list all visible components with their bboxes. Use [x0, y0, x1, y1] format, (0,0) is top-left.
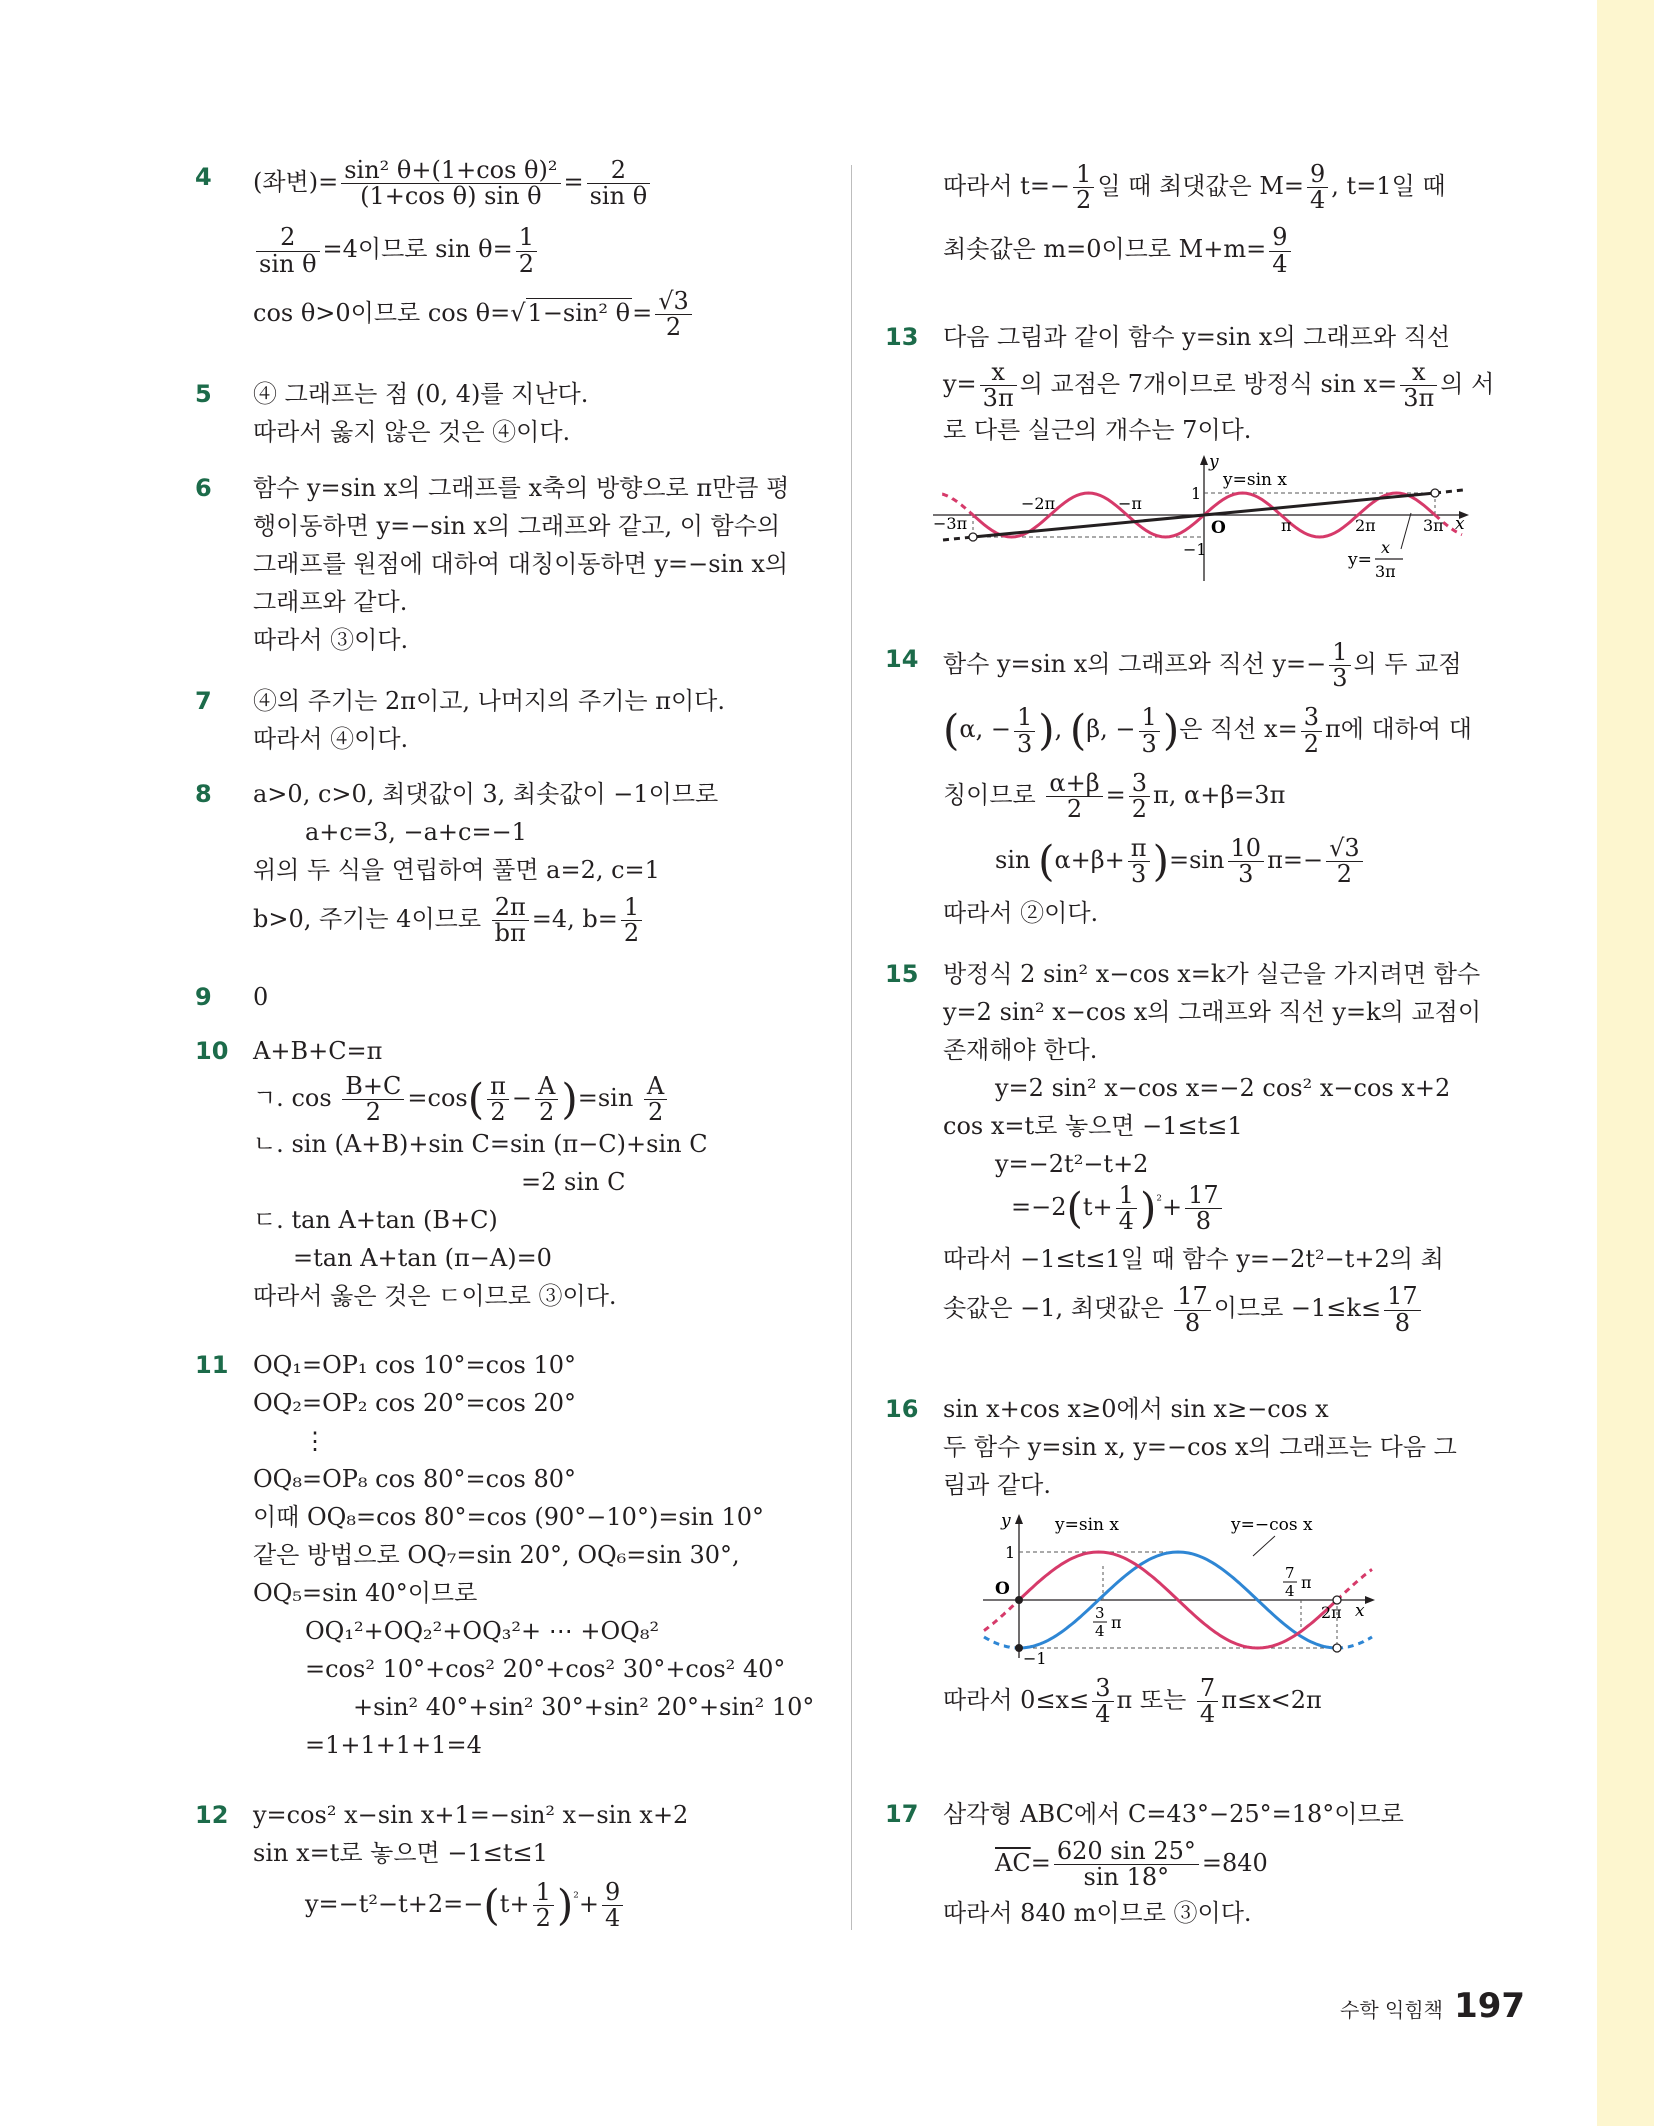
problem-10	[195, 1032, 825, 1315]
equation-line: 이때 OQ₈=cos 80°=cos (90°−10°)=sin 10°	[253, 1503, 765, 1531]
text-line: 따라서 −1≤t≤1일 때 함수 y=−2t²−t+2의 최	[943, 1245, 1444, 1274]
y-axis-label: y	[1001, 1511, 1011, 1531]
problem-4	[195, 158, 825, 340]
problem-5	[195, 375, 825, 451]
column-divider	[851, 165, 852, 1930]
tick-label: −π	[1118, 494, 1142, 514]
tick-label: 2π	[1321, 1603, 1342, 1622]
equation-line: A+B+C=π	[253, 1037, 383, 1065]
equation-line: 함수 y=sin x의 그래프와 직선 y=− $\frac{1}{3}$ 의 두 교점	[943, 638, 1462, 693]
ellipsis: ⋮	[303, 1427, 327, 1455]
problem-7	[195, 682, 825, 758]
equation-line: OQ₈=OP₈ cos 80°=cos 80°	[253, 1465, 577, 1493]
equation-line: =2 sin C	[521, 1168, 626, 1197]
sin-negcos-graph	[983, 1508, 1423, 1668]
answer-text: 0	[253, 983, 269, 1011]
equation-line: =tan A+tan (π−A)=0	[293, 1244, 552, 1273]
equation-line: y=cos² x−sin x+1=−sin² x−sin x+2	[253, 1801, 689, 1829]
text-line: 따라서 840 m이므로 ③이다.	[943, 1899, 1252, 1928]
problem-number: 12	[195, 1801, 229, 1829]
equation-line: =1+1+1+1=4	[305, 1731, 482, 1759]
y-axis-arrow	[1015, 1514, 1023, 1524]
equation-line: y=2 sin² x−cos x=−2 cos² x−cos x+2	[995, 1074, 1451, 1102]
x-axis-label: x	[1455, 514, 1465, 535]
open-endpoint	[1333, 1644, 1341, 1652]
sine-curve-extension	[942, 494, 973, 515]
curve-label: y=sin x	[1223, 470, 1287, 491]
line-label: y=	[1348, 550, 1372, 571]
problem-15	[885, 955, 1505, 1336]
equation-line: (α, − $\frac{1}{3}$ ), (β, − $\frac{1}{3}$ )은 직선 x= $\frac{3}{2}$ π에 대하여 대	[943, 703, 1472, 758]
equation-line: cos θ>0이므로 cos θ=√1−sin² θ= $\frac{√3}{2}$	[253, 289, 825, 340]
text-line: 존재해야 한다.	[943, 1036, 1098, 1064]
x-axis-label: x	[1355, 1601, 1365, 1621]
text-line: 방정식 2 sin² x−cos x=k가 실근을 가지려면 함수	[943, 960, 1481, 988]
equation-line: 따라서 t=− $\frac{1}{2}$ 일 때 최댓값은 M= $\frac{9}{4}$ , t=1일 때	[943, 160, 1446, 215]
svg-text:π: π	[1111, 1613, 1122, 1632]
tick-label: −1	[1023, 1649, 1047, 1668]
problem-number: 8	[195, 780, 212, 808]
tick-label: 3π	[1423, 516, 1444, 536]
x-axis-arrow	[1365, 1596, 1375, 1604]
equation-line: sin (α+β+ $\frac{\pi}{3}$ )=sin $\frac{10}{3}$ π=− $\frac{√3}{2}$	[943, 836, 1505, 887]
problem-number: 15	[885, 960, 919, 988]
problem-12	[195, 1796, 825, 1931]
problem-13	[885, 318, 1505, 596]
tick-label: −2π	[1021, 494, 1056, 514]
sine-line-graph	[933, 453, 1473, 588]
equation-line: a+c=3, −a+c=−1	[305, 818, 527, 846]
problem-9	[195, 978, 825, 1016]
equation-line: OQ₁=OP₁ cos 10°=cos 10°	[253, 1351, 577, 1379]
svg-text:3π: 3π	[1375, 562, 1396, 582]
svg-text:7: 7	[1285, 1564, 1295, 1582]
problem-number: 6	[195, 474, 212, 502]
equation-line: 같은 방법으로 OQ₇=sin 20°, OQ₆=sin 30°,	[253, 1541, 740, 1569]
equation-line: y=−t²−t+2=−(t+ $\frac{1}{2}$ )$^{^2}$+ $\frac{9}{4}$	[253, 1880, 825, 1931]
text-line: 로 다른 실근의 개수는 7이다.	[943, 416, 1252, 445]
problem-number: 4	[195, 163, 212, 191]
problem-number: 17	[885, 1800, 919, 1828]
equation-line: =cos² 10°+cos² 20°+cos² 30°+cos² 40°	[305, 1655, 786, 1683]
tick-label: 1	[1191, 484, 1202, 504]
equation-line: 최솟값은 m=0이므로 M+m= $\frac{9}{4}$	[943, 225, 1505, 276]
text-line: 삼각형 ABC에서 C=43°−25°=18°이므로	[943, 1800, 1404, 1828]
tick-label: −1	[1183, 540, 1207, 560]
problem-11	[195, 1346, 825, 1764]
text-line: 위의 두 식을 연립하여 풀면 a=2, c=1	[253, 856, 660, 884]
open-endpoint	[1431, 489, 1439, 497]
closed-endpoint	[1015, 1596, 1023, 1604]
text-line: 림과 같다.	[943, 1471, 1051, 1499]
open-endpoint	[969, 533, 977, 541]
text-line: 따라서 ③이다.	[253, 626, 409, 654]
tick-label: 1	[1005, 1543, 1016, 1562]
tick-label: −3π	[933, 514, 968, 534]
problem-number: 5	[195, 380, 212, 408]
equation-line: (좌변)= $\frac{\text{sin² θ+(1+cos θ)²}}{\text{(1+cos θ) sin θ}}$ = $\frac{2}{\text{sin θ}}$	[253, 158, 825, 209]
equation-line: ㄷ. tan A+tan (B+C)	[253, 1206, 498, 1235]
side-strip	[1597, 0, 1654, 2126]
page-number: 197	[1454, 1986, 1526, 2026]
text-line: ④의 주기는 2π이고, 나머지의 주기는 π이다.	[253, 687, 725, 715]
problem-number: 7	[195, 687, 212, 715]
text-line: 따라서 ④이다.	[253, 725, 409, 753]
problem-14	[885, 640, 1505, 932]
book-title: 수학 익힘책	[1340, 1998, 1443, 2022]
svg-text:3: 3	[1095, 1604, 1105, 1622]
y-axis-label: y	[1209, 453, 1219, 473]
text-line: 따라서 옳은 것은 ㄷ이므로 ③이다.	[253, 1282, 617, 1311]
equation-line: sin x+cos x≥0에서 sin x≥−cos x	[943, 1395, 1329, 1423]
curve-label: y=sin x	[1055, 1515, 1119, 1535]
problem-16	[885, 1390, 1505, 1727]
equation-line: sin x=t로 놓으면 −1≤t≤1	[253, 1839, 548, 1867]
equation-line: =−2(t+ $\frac{1}{4}$ )$^{^2}$+ $\frac{17}{8}$	[943, 1183, 1505, 1234]
text-line: 두 함수 y=sin x, y=−cos x의 그래프는 다음 그	[943, 1433, 1457, 1461]
equation-line: OQ₂=OP₂ cos 20°=cos 20°	[253, 1389, 577, 1417]
svg-text:x: x	[1381, 538, 1391, 558]
equation-line: y=−2t²−t+2	[995, 1150, 1149, 1178]
origin-label: O	[995, 1579, 1010, 1599]
text-line: 그래프와 같다.	[253, 588, 408, 616]
problem-number: 13	[885, 323, 919, 351]
problem-number: 9	[195, 983, 212, 1011]
svg-text:4: 4	[1285, 1582, 1295, 1600]
problem-6	[195, 469, 825, 659]
text-line: 따라서 옳지 않은 것은 ④이다.	[253, 418, 571, 446]
y-axis-arrow	[1200, 455, 1208, 465]
text-line: y=2 sin² x−cos x의 그래프와 직선 y=k의 교점이	[943, 998, 1482, 1026]
equation-line: +sin² 40°+sin² 30°+sin² 20°+sin² 10°	[353, 1693, 815, 1721]
problem-number: 11	[195, 1351, 229, 1379]
equation-line: 칭이므로 $\frac{\alpha+\beta}{2}$ = $\frac{3}{2}$ π, α+β=3π	[943, 768, 1286, 823]
problem-12-continued	[885, 162, 1505, 277]
text-line: 따라서 ②이다.	[943, 898, 1099, 927]
closed-endpoint	[1015, 1644, 1023, 1652]
problem-17	[885, 1795, 1505, 1932]
equation-line: y= $\frac{x}{3\pi}$ 의 교점은 7개이므로 방정식 sin x= $\frac{x}{3\pi}$ 의 서	[943, 358, 1495, 413]
text-line: 그래프를 원점에 대하여 대칭이동하면 y=−sin x의	[253, 550, 789, 578]
tick-label: π	[1281, 516, 1292, 536]
problem-number: 16	[885, 1395, 919, 1423]
page-footer	[1340, 1986, 1525, 2026]
equation-line: ㄴ. sin (A+B)+sin C=sin (π−C)+sin C	[253, 1130, 708, 1159]
equation-line: $\overline{AC}=$ $\frac{620 \sin 25^\circ}{\sin 18^\circ}$ =840	[995, 1837, 1268, 1892]
text-line: ④ 그래프는 점 (0, 4)를 지난다.	[253, 380, 589, 408]
curve-label: y=−cos x	[1231, 1515, 1313, 1535]
svg-text:4: 4	[1095, 1622, 1105, 1640]
text-line: 함수 y=sin x의 그래프를 x축의 방향으로 π만큼 평	[253, 474, 790, 502]
origin-label: O	[1211, 518, 1226, 539]
text-line: a>0, c>0, 최댓값이 3, 최솟값이 −1이므로	[253, 780, 719, 808]
equation-line: OQ₅=sin 40°이므로	[253, 1579, 478, 1607]
equation-line: $\frac{2}{\text{sin θ}}$ =4이므로 sin θ= $\frac{1}{2}$	[253, 225, 825, 276]
equation-line: OQ₁²+OQ₂²+OQ₃²+ ⋯ +OQ₈²	[305, 1617, 660, 1645]
text-line: 행이동하면 y=−sin x의 그래프와 같고, 이 함수의	[253, 512, 781, 540]
equation-line: 솟값은 −1, 최댓값은 $\frac{17}{8}$ 이므로 −1≤k≤ $\frac{17}{8}$	[943, 1284, 1505, 1335]
problem-number: 14	[885, 645, 919, 673]
equation-line: ㄱ. cos $\frac{B+C}{2}$ =cos( $\frac{\pi}{2}$ − $\frac{A}{2}$ )=sin $\frac{A}{2}$	[253, 1074, 825, 1125]
equation-line: b>0, 주기는 4이므로 $\frac{2\pi}{b\pi}$ =4, b= $\frac{1}{2}$	[253, 895, 825, 946]
svg-text:π: π	[1301, 1573, 1312, 1592]
tick-label: 2π	[1355, 516, 1376, 536]
problem-8	[195, 775, 825, 946]
text-line: 다음 그림과 같이 함수 y=sin x의 그래프와 직선	[943, 323, 1450, 351]
equation-line: 따라서 0≤x≤ $\frac{3}{4}$ π 또는 $\frac{7}{4}$ π≤x<2π	[943, 1674, 1322, 1729]
equation-line: cos x=t로 놓으면 −1≤t≤1	[943, 1112, 1243, 1140]
problem-number: 10	[195, 1037, 229, 1065]
